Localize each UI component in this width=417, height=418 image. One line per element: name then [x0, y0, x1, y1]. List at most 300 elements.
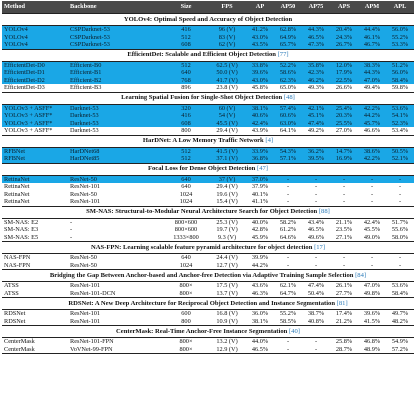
ap-cell: 33.9% [246, 147, 274, 155]
apl-cell: 49.7% [386, 310, 414, 318]
method-cell: NAS-FPN [2, 254, 68, 262]
ap-cell: 46.3% [246, 290, 274, 298]
method-cell: YOLOv4 [2, 34, 68, 42]
apl-cell: 51.7% [386, 218, 414, 226]
apl-cell: 53.6% [386, 104, 414, 112]
method-cell: YOLOv3 + ASFF* [2, 120, 68, 128]
table-row [2, 254, 414, 262]
ap50-cell: - [274, 183, 302, 191]
apm-cell: 42.4% [358, 218, 386, 226]
ap75-cell: - [302, 262, 330, 270]
aps-cell: 21.2% [330, 318, 358, 326]
ap75-cell: - [302, 346, 330, 354]
ap-cell: 38.1% [246, 104, 274, 112]
table-row [2, 112, 414, 120]
apl-cell: 59.8% [386, 84, 414, 92]
ap75-cell: - [302, 183, 330, 191]
aps-cell: 21.1% [330, 218, 358, 226]
aps-cell: 27.0% [330, 127, 358, 135]
backbone-cell: HarDNet68 [68, 147, 164, 155]
fps-cell: 9.3 (V) [208, 234, 246, 242]
backbone-cell: ResNet-101 [68, 318, 164, 326]
method-cell: YOLOv4 [2, 41, 68, 49]
table-row [2, 77, 414, 85]
ap75-cell: 43.4% [302, 218, 330, 226]
ap75-cell: 36.2% [302, 147, 330, 155]
size-cell: 512 [164, 155, 208, 163]
fps-cell: 16.8 (V) [208, 310, 246, 318]
method-cell: RFBNet [2, 147, 68, 155]
apl-cell: - [386, 198, 414, 206]
table-row [2, 346, 414, 354]
method-cell: CenterMask [2, 338, 68, 346]
apm-cell: - [358, 198, 386, 206]
ap75-cell: 50.4% [302, 290, 330, 298]
fps-cell: 13.2 (V) [208, 338, 246, 346]
size-cell: 608 [164, 120, 208, 128]
ap75-cell: 46.2% [302, 77, 330, 85]
backbone-cell: ResNet-101 [68, 310, 164, 318]
method-cell: YOLOv3 + ASFF* [2, 104, 68, 112]
ap50-cell: 55.2% [274, 310, 302, 318]
size-cell: 640 [164, 183, 208, 191]
fps-cell: 54 (V) [208, 112, 246, 120]
header-ap75: AP75 [308, 3, 324, 11]
method-cell: ATSS [2, 290, 68, 298]
ap75-cell: 46.5% [302, 226, 330, 234]
fps-cell: 96 (V) [208, 26, 246, 34]
fps-cell: 29.4 (V) [208, 127, 246, 135]
size-cell: 800 [164, 127, 208, 135]
section-reference-link[interactable]: [40] [288, 327, 300, 335]
ap50-cell: 60.6% [274, 112, 302, 120]
section-title: CenterMask: Real-Time Anchor-Free Instance Segmentation [116, 327, 288, 335]
table-row [2, 218, 414, 226]
section-title-row [2, 14, 414, 26]
aps-cell: 12.0% [330, 61, 358, 69]
ap-cell: 41.2% [246, 26, 274, 34]
table-row [2, 290, 414, 298]
section-title-row [2, 92, 414, 104]
apm-cell: 45.5% [358, 226, 386, 234]
size-cell: 1024 [164, 262, 208, 270]
apm-cell: - [358, 175, 386, 183]
fps-cell: 19.6 (V) [208, 191, 246, 199]
apm-cell: 44.4% [358, 26, 386, 34]
apl-cell: 51.2% [386, 61, 414, 69]
ap50-cell: 57.4% [274, 104, 302, 112]
section-reference-link[interactable]: [48] [283, 94, 295, 102]
ap75-cell: 47.4% [302, 282, 330, 290]
backbone-cell: ResNet-50 [68, 254, 164, 262]
aps-cell: - [330, 254, 358, 262]
table-row [2, 282, 414, 290]
apm-cell: 44.3% [358, 69, 386, 77]
method-cell: ATSS [2, 282, 68, 290]
table-row [2, 318, 414, 326]
backbone-cell: VoVNet-99-FPN [68, 346, 164, 354]
section-title: RDSNet: A New Deep Architecture for Reciprocal Object Detection and Instance Segmentation [68, 299, 336, 307]
fps-cell: 12.7 (V) [208, 262, 246, 270]
fps-cell: 10.9 (V) [208, 318, 246, 326]
backbone-cell: CSPDarknet-53 [68, 41, 164, 49]
aps-cell: - [330, 175, 358, 183]
apm-cell: 49.4% [358, 84, 386, 92]
section-title: Focal Loss for Dense Object Detection [147, 165, 256, 173]
ap50-cell: - [274, 262, 302, 270]
section-title-row [2, 135, 414, 147]
ap-cell: 39.9% [246, 254, 274, 262]
size-cell: 1333×800 [164, 234, 208, 242]
table-header-row [2, 1, 414, 14]
size-cell: 608 [164, 41, 208, 49]
apm-cell: 39.6% [358, 310, 386, 318]
size-cell: 800×600 [164, 218, 208, 226]
ap-cell: 43.6% [246, 282, 274, 290]
ap-cell: 45.8% [246, 84, 274, 92]
method-cell: RDSNet [2, 310, 68, 318]
method-cell: RFBNet [2, 155, 68, 163]
size-cell: 800× [164, 346, 208, 354]
method-cell: EfficientDet-D1 [2, 69, 68, 77]
size-cell: 800 [164, 318, 208, 326]
ap-cell: 37.0% [246, 175, 274, 183]
aps-cell: 20.3% [330, 112, 358, 120]
fps-cell: 17.5 (V) [208, 282, 246, 290]
fps-cell: 41.5 (V) [208, 147, 246, 155]
ap-cell: 37.9% [246, 183, 274, 191]
fps-cell: 37.1 (V) [208, 155, 246, 163]
ap50-cell: 62.8% [274, 26, 302, 34]
ap-cell: 41.1% [246, 198, 274, 206]
table-row [2, 147, 414, 155]
header-ap50: AP50 [280, 3, 296, 11]
ap75-cell: 40.8% [302, 318, 330, 326]
method-cell: RetinaNet [2, 191, 68, 199]
aps-cell: - [330, 198, 358, 206]
aps-cell: - [330, 183, 358, 191]
size-cell: 416 [164, 26, 208, 34]
ap75-cell: 49.2% [302, 127, 330, 135]
backbone-cell: - [68, 226, 164, 234]
ap50-cell: - [274, 254, 302, 262]
ap-cell: 33.8% [246, 61, 274, 69]
fps-cell: 15.4 (V) [208, 198, 246, 206]
backbone-cell: ResNet-101-DCN [68, 290, 164, 298]
size-cell: 640 [164, 69, 208, 77]
size-cell: 640 [164, 254, 208, 262]
apm-cell: 45.7% [358, 120, 386, 128]
apl-cell: 56.0% [386, 26, 414, 34]
aps-cell: - [330, 262, 358, 270]
aps-cell: 25.5% [330, 120, 358, 128]
ap-cell: 43.0% [246, 77, 274, 85]
ap-cell: 39.6% [246, 69, 274, 77]
backbone-cell: Efficient-B1 [68, 69, 164, 77]
fps-cell: 50.0 (V) [208, 69, 246, 77]
apl-cell: 53.6% [386, 282, 414, 290]
header-apm: APM [364, 3, 380, 11]
apm-cell: 49.0% [358, 234, 386, 242]
apl-cell: - [386, 262, 414, 270]
apl-cell: 55.2% [386, 34, 414, 42]
apm-cell: - [358, 183, 386, 191]
ap75-cell: - [302, 338, 330, 346]
table-row [2, 155, 414, 163]
aps-cell: 25.8% [330, 338, 358, 346]
backbone-cell: Darknet-53 [68, 127, 164, 135]
section-title-row [2, 242, 414, 254]
ap-cell: 40.0% [246, 218, 274, 226]
section-title-row [2, 163, 414, 175]
method-cell: RDSNet [2, 318, 68, 326]
aps-cell: 17.9% [330, 69, 358, 77]
table-row [2, 198, 414, 206]
backbone-cell: Darknet-53 [68, 104, 164, 112]
backbone-cell: Efficient-B3 [68, 84, 164, 92]
apm-cell: - [358, 191, 386, 199]
section-title-row [2, 298, 414, 310]
aps-cell: 23.5% [330, 226, 358, 234]
ap50-cell: 64.7% [274, 290, 302, 298]
size-cell: 640 [164, 175, 208, 183]
section-reference-link[interactable]: [81] [336, 299, 348, 307]
backbone-cell: ResNet-101 [68, 198, 164, 206]
apl-cell: 58.4% [386, 77, 414, 85]
apl-cell: - [386, 254, 414, 262]
size-cell: 512 [164, 34, 208, 42]
method-cell: EfficientDet-D0 [2, 61, 68, 69]
apm-cell: 42.2% [358, 104, 386, 112]
ap50-cell: 62.1% [274, 282, 302, 290]
apm-cell: 47.0% [358, 282, 386, 290]
size-cell: 768 [164, 77, 208, 85]
table-row [2, 120, 414, 128]
ap75-cell: 49.3% [302, 84, 330, 92]
ap50-cell: 62.3% [274, 77, 302, 85]
section-title: YOLOv4: Optimal Speed and Accuracy of Object Detection [123, 15, 293, 23]
apl-cell: 48.2% [386, 318, 414, 326]
backbone-cell: Darknet-53 [68, 112, 164, 120]
fps-cell: 29.4 (V) [208, 183, 246, 191]
method-cell: CenterMask [2, 346, 68, 354]
method-cell: RetinaNet [2, 183, 68, 191]
ap50-cell: 64.1% [274, 127, 302, 135]
backbone-cell: ResNet-101-FPN [68, 338, 164, 346]
method-cell: RetinaNet [2, 175, 68, 183]
backbone-cell: - [68, 218, 164, 226]
section-reference-link[interactable]: [77] [277, 51, 289, 59]
backbone-cell: Efficient-B2 [68, 77, 164, 85]
fps-cell: 12.9 (V) [208, 346, 246, 354]
section-title-row [2, 270, 414, 282]
apl-cell: 57.2% [386, 346, 414, 354]
fps-cell: 45.5 (V) [208, 120, 246, 128]
apl-cell: 52.3% [386, 120, 414, 128]
size-cell: 600 [164, 310, 208, 318]
apm-cell: 46.1% [358, 34, 386, 42]
aps-cell: 24.3% [330, 34, 358, 42]
header-method: Method [4, 3, 25, 11]
backbone-cell: Darknet-53 [68, 120, 164, 128]
method-cell: YOLOv4 [2, 26, 68, 34]
section-reference-link[interactable]: [17] [314, 243, 326, 251]
ap50-cell: 54.3% [274, 147, 302, 155]
ap-cell: 46.5% [246, 346, 274, 354]
aps-cell: 20.4% [330, 26, 358, 34]
ap50-cell: 64.9% [274, 34, 302, 42]
ap-cell: 36.8% [246, 155, 274, 163]
table-row [2, 26, 414, 34]
backbone-cell: ResNet-50 [68, 175, 164, 183]
aps-cell: 27.7% [330, 290, 358, 298]
ap75-cell: 35.8% [302, 61, 330, 69]
size-cell: 800×600 [164, 226, 208, 234]
size-cell: 800× [164, 282, 208, 290]
apl-cell: - [386, 175, 414, 183]
backbone-cell: - [68, 234, 164, 242]
table-row [2, 183, 414, 191]
section-reference-link[interactable]: [88] [318, 208, 330, 216]
ap75-cell: 47.4% [302, 120, 330, 128]
method-cell: SM-NAS: E3 [2, 226, 68, 234]
apl-cell: 53.3% [386, 41, 414, 49]
table-row [2, 226, 414, 234]
header-ap: AP [255, 3, 265, 11]
apl-cell: 50.5% [386, 147, 414, 155]
ap75-cell: 47.3% [302, 41, 330, 49]
method-cell: YOLOv3 + ASFF* [2, 127, 68, 135]
ap75-cell: 42.1% [302, 104, 330, 112]
ap50-cell: - [274, 346, 302, 354]
method-cell: NAS-FPN [2, 262, 68, 270]
size-cell: 800× [164, 338, 208, 346]
backbone-cell: Efficient-B0 [68, 61, 164, 69]
ap50-cell: 58.5% [274, 318, 302, 326]
ap50-cell: - [274, 175, 302, 183]
ap50-cell: 61.2% [274, 226, 302, 234]
section-title: Bridging the Gap Between Anchor-based and Anchor-free Detection via Adaptive Training Sample Selection [49, 271, 354, 279]
ap-cell: 36.0% [246, 310, 274, 318]
section-title-row [2, 326, 414, 338]
ap-cell: 40.1% [246, 191, 274, 199]
apm-cell: 41.5% [358, 318, 386, 326]
size-cell: 416 [164, 112, 208, 120]
aps-cell: 14.7% [330, 147, 358, 155]
apm-cell: - [358, 254, 386, 262]
fps-cell: 19.7 (V) [208, 226, 246, 234]
aps-cell: 22.5% [330, 77, 358, 85]
apm-cell: 46.7% [358, 41, 386, 49]
ap75-cell: 45.1% [302, 112, 330, 120]
ap75-cell: - [302, 191, 330, 199]
size-cell: 1024 [164, 198, 208, 206]
ap75-cell: 49.6% [302, 234, 330, 242]
table-row [2, 338, 414, 346]
ap-cell: 38.1% [246, 318, 274, 326]
aps-cell: - [330, 191, 358, 199]
apl-cell: 52.1% [386, 155, 414, 163]
ap75-cell: 46.5% [302, 34, 330, 42]
ap50-cell: - [274, 191, 302, 199]
method-cell: SM-NAS: E5 [2, 234, 68, 242]
table-row [2, 262, 414, 270]
fps-cell: 83 (V) [208, 34, 246, 42]
apl-cell: - [386, 191, 414, 199]
ap-cell: 40.6% [246, 112, 274, 120]
section-title: EfficientDet: Scalable and Efficient Object Detection [127, 51, 276, 59]
backbone-cell: ResNet-50 [68, 262, 164, 270]
apm-cell: 49.8% [358, 290, 386, 298]
apm-cell: 46.6% [358, 127, 386, 135]
section-reference-link[interactable]: [84] [355, 271, 367, 279]
ap-cell: 42.8% [246, 226, 274, 234]
apm-cell: - [358, 262, 386, 270]
ap50-cell: 65.0% [274, 84, 302, 92]
method-cell: EfficientDet-D2 [2, 77, 68, 85]
ap75-cell: 42.3% [302, 69, 330, 77]
apm-cell: 48.9% [358, 346, 386, 354]
apl-cell: - [386, 183, 414, 191]
fps-cell: 13.7 (V) [208, 290, 246, 298]
header-size: Size [180, 3, 192, 11]
aps-cell: 26.7% [330, 41, 358, 49]
header-apl: APL [393, 3, 407, 11]
table-row [2, 191, 414, 199]
backbone-cell: ResNet-101 [68, 282, 164, 290]
backbone-cell: ResNet-50 [68, 191, 164, 199]
fps-cell: 37 (V) [208, 175, 246, 183]
table-row [2, 84, 414, 92]
table-row [2, 34, 414, 42]
ap75-cell: - [302, 198, 330, 206]
section-title: Learning Spatial Fusion for Single-Shot Object Detection [121, 94, 283, 102]
ap-cell: 43.5% [246, 41, 274, 49]
ap75-cell: - [302, 254, 330, 262]
fps-cell: 62 (V) [208, 41, 246, 49]
apm-cell: 42.2% [358, 155, 386, 163]
table-row [2, 310, 414, 318]
table-row [2, 61, 414, 69]
ap-cell: 44.2% [246, 262, 274, 270]
apm-cell: 38.3% [358, 61, 386, 69]
aps-cell: 27.1% [330, 234, 358, 242]
size-cell: 896 [164, 84, 208, 92]
apl-cell: 58.4% [386, 290, 414, 298]
section-reference-link[interactable]: [47] [257, 165, 269, 173]
fps-cell: 41.7 (V) [208, 77, 246, 85]
ap75-cell: - [302, 175, 330, 183]
ap-cell: 45.9% [246, 234, 274, 242]
section-title-row [2, 49, 414, 61]
apm-cell: 47.0% [358, 77, 386, 85]
section-reference-link[interactable]: [4] [265, 137, 274, 145]
ap50-cell: 57.1% [274, 155, 302, 163]
ap-cell: 43.9% [246, 127, 274, 135]
size-cell: 512 [164, 61, 208, 69]
ap50-cell: 65.7% [274, 41, 302, 49]
table-row [2, 104, 414, 112]
aps-cell: 25.4% [330, 104, 358, 112]
table-row [2, 234, 414, 242]
method-cell: RetinaNet [2, 198, 68, 206]
aps-cell: 28.7% [330, 346, 358, 354]
ap50-cell: 58.6% [274, 69, 302, 77]
table-row [2, 175, 414, 183]
apm-cell: 44.2% [358, 112, 386, 120]
apl-cell: 55.6% [386, 226, 414, 234]
fps-cell: 25.3 (V) [208, 218, 246, 226]
